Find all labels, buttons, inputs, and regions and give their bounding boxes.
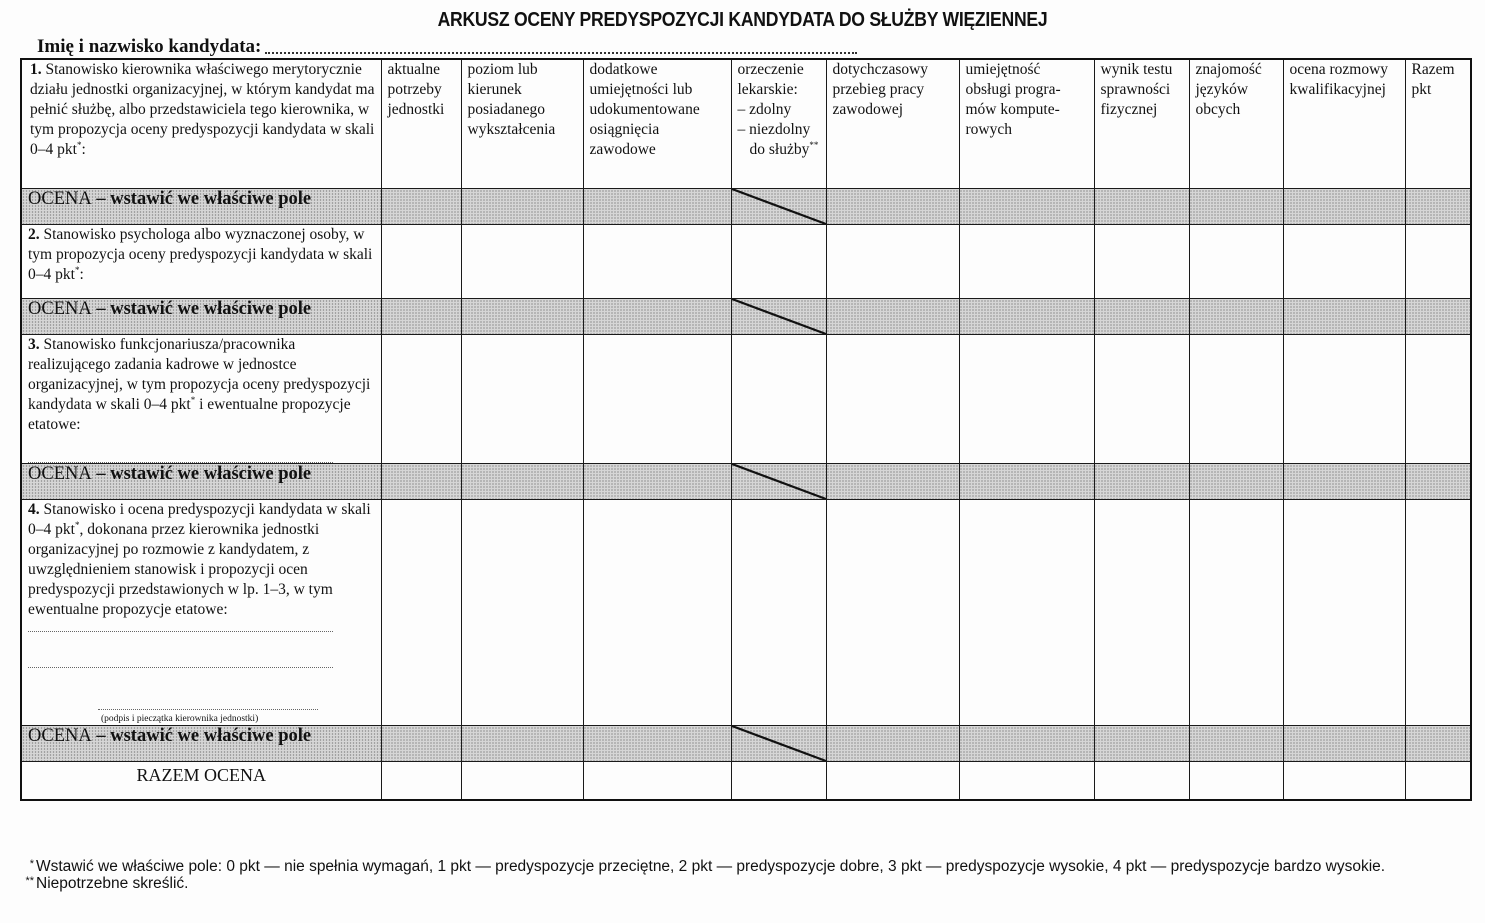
score-cell[interactable]	[1405, 189, 1471, 225]
total-cell[interactable]	[826, 762, 959, 801]
section-1-description	[21, 59, 381, 189]
footnote-marker: *	[74, 519, 80, 530]
score-cell[interactable]	[1283, 726, 1405, 762]
candidate-name-field[interactable]	[37, 36, 857, 58]
score-cell[interactable]	[1189, 464, 1283, 500]
ocena-instruction: – wstawić we właściwe pole	[91, 189, 312, 209]
score-cell[interactable]	[583, 189, 731, 225]
total-label: RAZEM OCENA	[21, 762, 381, 801]
total-cell[interactable]	[1405, 762, 1471, 801]
input-cell[interactable]	[1189, 335, 1283, 464]
input-cell[interactable]	[826, 500, 959, 726]
ocena-row	[21, 189, 1471, 225]
score-cell[interactable]	[1189, 299, 1283, 335]
medical-option-fit: – zdolny	[737, 101, 792, 118]
input-cell[interactable]	[1189, 225, 1283, 299]
total-cell[interactable]	[1094, 762, 1189, 801]
score-cell[interactable]	[959, 189, 1094, 225]
score-cell[interactable]	[461, 464, 583, 500]
ocena-instruction: – wstawić we właściwe pole	[91, 464, 312, 484]
total-row	[21, 762, 1471, 801]
footnote-marker: *	[29, 858, 34, 870]
score-cell[interactable]	[583, 464, 731, 500]
score-cell[interactable]	[826, 726, 959, 762]
ocena-lead: OCENA	[28, 189, 92, 209]
footnote-2	[22, 875, 1467, 892]
score-cell[interactable]	[583, 299, 731, 335]
score-cell[interactable]	[1094, 726, 1189, 762]
input-cell[interactable]	[583, 225, 731, 299]
score-cell[interactable]	[461, 189, 583, 225]
section-text: Stanowisko funkcjonariusza/pracownika realizującego zadania kadrowe w jednostce organizacyjnej, w tym propozycja oceny predyspozycji kandydata w skali 0–4 pkt	[28, 336, 371, 413]
score-cell[interactable]	[461, 299, 583, 335]
input-cell[interactable]	[1405, 500, 1471, 726]
score-cell[interactable]	[461, 726, 583, 762]
section-suffix: :	[81, 141, 86, 158]
ocena-instruction: – wstawić we właściwe pole	[91, 299, 312, 319]
section-text-continued: , dokonana przez kierownika jednostki organizacyjnej po rozmowie z kandydatem, z uwzględnieniem stanowisk i propozycji ocen predyspozycji przedstawionych w lp. 1–3, w tym ewentualne propozycje etatowe:	[28, 521, 333, 618]
column-header: ocena rozmowy kwalifikacyjnej	[1283, 59, 1405, 189]
medical-option-unfit: – niezdolny	[737, 121, 811, 138]
input-cell[interactable]	[583, 335, 731, 464]
crossed-cell	[731, 464, 826, 500]
column-header: znajomość języków obcych	[1189, 59, 1283, 189]
section-number: 4.	[28, 501, 40, 518]
footnote-text: Wstawić we właściwe pole: 0 pkt — nie spełnia wymagań, 1 pkt — predyspozycje przeciętne, 2 pkt — predyspozycje dobre, 3 pkt — predyspozycje wysokie, 4 pkt — predyspozycje bardzo wysokie.	[36, 858, 1386, 875]
ocena-label	[21, 189, 381, 225]
total-cell[interactable]	[583, 762, 731, 801]
score-cell[interactable]	[959, 464, 1094, 500]
input-cell[interactable]	[731, 335, 826, 464]
section-3-row	[21, 335, 1471, 464]
score-cell[interactable]	[1283, 299, 1405, 335]
column-header: poziom lub kierunek posiadanego wykształcenia	[461, 59, 583, 189]
score-cell[interactable]	[1094, 299, 1189, 335]
ocena-label	[21, 299, 381, 335]
input-cell[interactable]	[1189, 500, 1283, 726]
input-cell[interactable]	[826, 225, 959, 299]
section-suffix: i ewentualne propozycje etatowe:	[28, 396, 351, 433]
input-cell[interactable]	[1405, 225, 1471, 299]
footnote-marker: **	[25, 875, 34, 887]
footnote-marker: *	[74, 264, 80, 275]
total-cell[interactable]	[381, 762, 461, 801]
score-cell[interactable]	[1094, 464, 1189, 500]
score-cell[interactable]	[826, 189, 959, 225]
input-cell[interactable]	[381, 225, 461, 299]
section-3-description	[21, 335, 381, 464]
input-cell[interactable]	[583, 500, 731, 726]
total-cell[interactable]	[731, 762, 826, 801]
ocena-instruction: – wstawić we właściwe pole	[91, 726, 312, 746]
medical-line: lekarskie:	[737, 81, 798, 98]
total-cell[interactable]	[1189, 762, 1283, 801]
proposal-blank-line[interactable]	[28, 630, 333, 632]
score-cell[interactable]	[1405, 464, 1471, 500]
ocena-lead: OCENA	[28, 464, 92, 484]
input-cell[interactable]	[461, 335, 583, 464]
footnotes	[22, 858, 1467, 892]
column-header-medical	[731, 59, 826, 189]
ocena-label	[21, 464, 381, 500]
score-cell[interactable]	[1405, 299, 1471, 335]
signature-caption: (podpis i pieczątka kierownika jednostki)	[101, 714, 259, 724]
score-cell[interactable]	[583, 726, 731, 762]
score-cell[interactable]	[959, 726, 1094, 762]
input-cell[interactable]	[461, 225, 583, 299]
form-title: ARKUSZ OCENY PREDYSPOZYCJI KANDYDATA DO SŁUŻBY WIĘZIENNEJ	[437, 9, 1048, 31]
section-number: 1.	[30, 61, 42, 78]
assessment-table	[20, 58, 1472, 801]
medical-line: orzeczenie	[737, 61, 804, 78]
footnote-marker: *	[190, 394, 196, 405]
section-text: Stanowisko i ocena predyspozycji kandydata w skali 0–4 pkt	[28, 501, 371, 538]
footnote-1	[22, 858, 1467, 875]
ocena-lead: OCENA	[28, 726, 92, 746]
input-cell[interactable]	[959, 225, 1094, 299]
section-4-description	[21, 500, 381, 726]
column-header: dodatkowe umiejętności lub udokumentowane osiągnięcia zawodowe	[583, 59, 731, 189]
footnote-text: Niepotrzebne skreślić.	[36, 875, 189, 892]
ocena-row	[21, 464, 1471, 500]
score-cell[interactable]	[381, 464, 461, 500]
score-cell[interactable]	[1189, 189, 1283, 225]
score-cell[interactable]	[381, 726, 461, 762]
footnote-marker: *	[76, 139, 82, 150]
score-cell[interactable]	[826, 299, 959, 335]
section-number: 2.	[28, 226, 40, 243]
column-header: umiejętność obsługi progra- mów kompute- rowych	[959, 59, 1094, 189]
candidate-name-label: Imię i nazwisko kandydata:	[37, 36, 262, 57]
score-cell[interactable]	[381, 189, 461, 225]
ocena-label	[21, 726, 381, 762]
section-text: Stanowisko psychologa albo wyznaczonej osoby, w tym propozycja oceny predyspozycji kandydata w skali 0–4 pkt	[28, 226, 373, 283]
input-cell[interactable]	[1094, 335, 1189, 464]
input-cell[interactable]	[381, 500, 461, 726]
section-4-row	[21, 500, 1471, 726]
section-number: 3.	[28, 336, 40, 353]
candidate-name-blank[interactable]	[265, 51, 857, 54]
input-cell[interactable]	[461, 500, 583, 726]
total-cell[interactable]	[461, 762, 583, 801]
header-row	[21, 59, 1471, 189]
ocena-lead: OCENA	[28, 299, 92, 319]
score-cell[interactable]	[1283, 464, 1405, 500]
score-cell[interactable]	[381, 299, 461, 335]
column-header: wynik testu sprawności fizycznej	[1094, 59, 1189, 189]
column-header: aktualne potrzeby jednostki	[381, 59, 461, 189]
score-cell[interactable]	[959, 299, 1094, 335]
medical-line: do służby	[749, 141, 810, 158]
input-cell[interactable]	[1283, 225, 1405, 299]
score-cell[interactable]	[1189, 726, 1283, 762]
score-cell[interactable]	[1283, 189, 1405, 225]
column-header: Razem pkt	[1405, 59, 1471, 189]
section-2-description	[21, 225, 381, 299]
column-header: dotychczasowy przebieg pracy zawodowej	[826, 59, 959, 189]
input-cell[interactable]	[959, 500, 1094, 726]
input-cell[interactable]	[381, 335, 461, 464]
signature-line[interactable]	[98, 708, 318, 710]
input-cell[interactable]	[731, 500, 826, 726]
input-cell[interactable]	[1283, 335, 1405, 464]
input-cell[interactable]	[731, 225, 826, 299]
section-2-row	[21, 225, 1471, 299]
total-cell[interactable]	[1283, 762, 1405, 801]
input-cell[interactable]	[959, 335, 1094, 464]
input-cell[interactable]	[1405, 335, 1471, 464]
section-suffix: :	[79, 266, 84, 283]
crossed-cell	[731, 726, 826, 762]
ocena-row	[21, 299, 1471, 335]
input-cell[interactable]	[826, 335, 959, 464]
crossed-cell	[731, 189, 826, 225]
ocena-row	[21, 726, 1471, 762]
score-cell[interactable]	[1405, 726, 1471, 762]
proposal-blank-line[interactable]	[28, 666, 333, 668]
input-cell[interactable]	[1094, 225, 1189, 299]
input-cell[interactable]	[1283, 500, 1405, 726]
crossed-cell	[731, 299, 826, 335]
total-cell[interactable]	[959, 762, 1094, 801]
section-text: Stanowisko kierownika właściwego merytorycznie działu jednostki organizacyjnej, w którym kandydat ma pełnić służbę, albo przedstawiciela tego kierownika, w tym propozycja oceny predyspozycji kandydata w skali 0–4 pkt	[30, 61, 375, 158]
score-cell[interactable]	[1094, 189, 1189, 225]
score-cell[interactable]	[826, 464, 959, 500]
input-cell[interactable]	[1094, 500, 1189, 726]
footnote-marker: **	[809, 139, 819, 150]
